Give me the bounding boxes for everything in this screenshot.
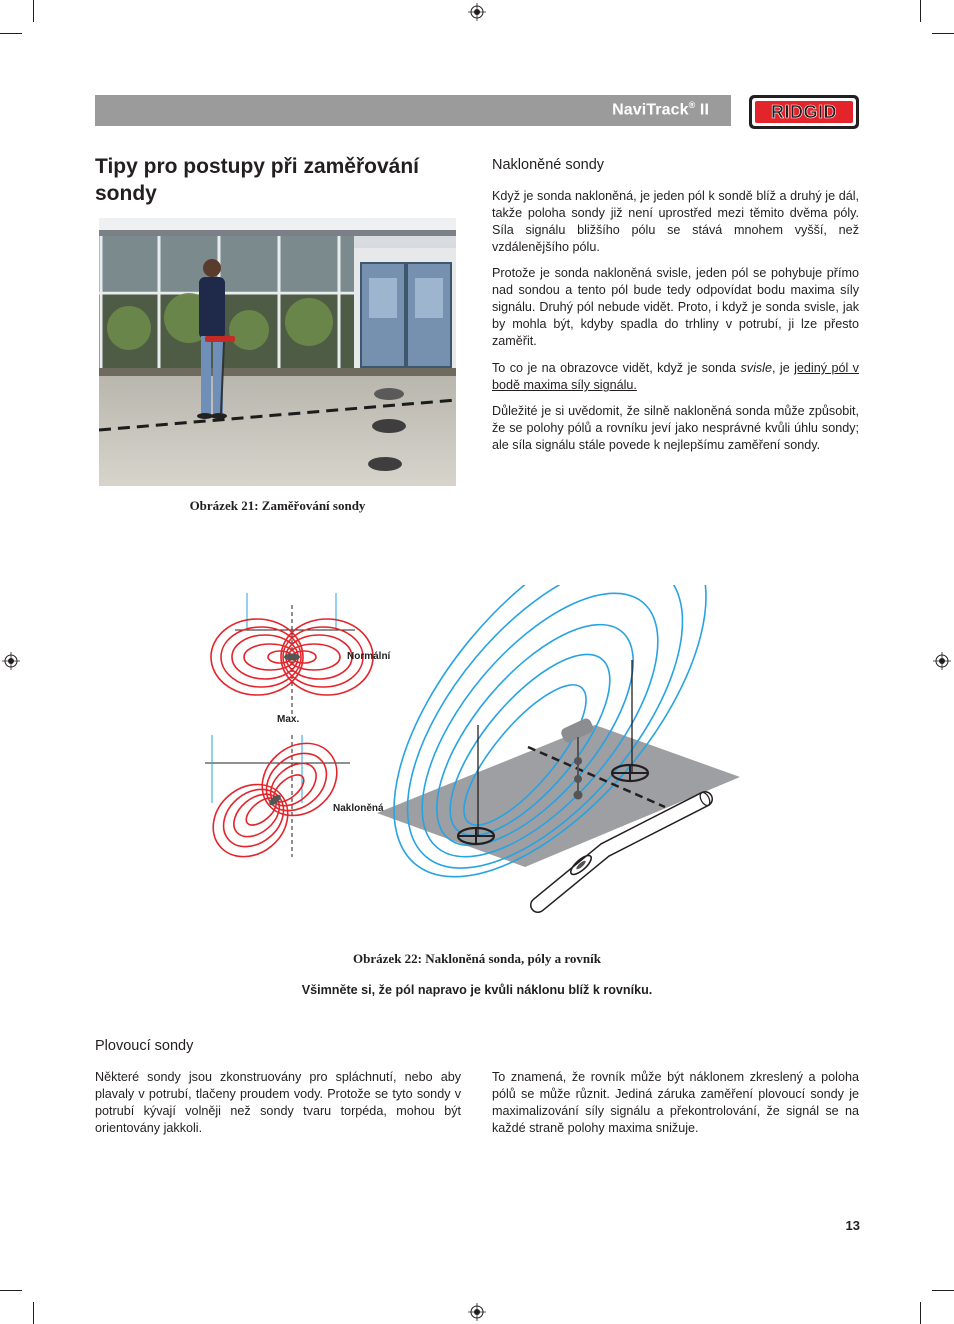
paragraph: To co je na obrazovce vidět, když je sonda svisle, je jediný pól v bodě maxima síly signálu. bbox=[492, 361, 859, 392]
paragraph: To znamená, že rovník může být náklonem zkreslený a poloha pólů se může různit. Jediná záruka zaměření plovoucí sondy je maximalizování síly signálu a překontrolování, že signál se na každé straně polohy maxima snižuje. bbox=[492, 1070, 859, 1135]
crop-mark bbox=[932, 1290, 954, 1291]
section-heading-tilted: Nakloněné sondy bbox=[492, 157, 605, 173]
crop-mark bbox=[920, 1302, 921, 1324]
label-normal: Normální bbox=[347, 651, 391, 662]
crop-mark bbox=[920, 0, 921, 22]
tilted-field-diagram bbox=[199, 728, 384, 871]
figure-21-caption: Obrázek 21: Zaměřování sondy bbox=[189, 498, 366, 513]
page-title: Tipy pro postupy při zaměřování sondy bbox=[95, 155, 420, 205]
crop-mark bbox=[0, 1290, 22, 1291]
paragraph: Některé sondy jsou zkonstruovány pro spláchnutí, nebo aby plavaly v potrubí, tlačeny proudem vody. Protože se tyto sondy v potrubí kývají volněji než sondy tvaru torpéda, mohou být orientovány jakkoli. bbox=[95, 1070, 461, 1135]
normal-field-diagram bbox=[211, 593, 392, 725]
crop-mark bbox=[932, 33, 954, 34]
registration-mark-icon bbox=[2, 652, 20, 670]
tilted-sonde-3d-scene bbox=[337, 585, 755, 925]
pole-marker-icon bbox=[458, 828, 494, 844]
crop-mark bbox=[0, 33, 22, 34]
page-number: 13 bbox=[845, 1218, 860, 1233]
equator-marker-icon bbox=[612, 765, 648, 781]
product-title: NaviTrack® II bbox=[612, 100, 709, 119]
paragraph: Důležité je si uvědomit, že silně nakloněná sonda může způsobit, že se polohy pólů a rovníku jeví jako nesprávné kvůli úhlu sondy; ale síla signálu stále povede k nejlepšímu zaměření sondy. bbox=[492, 404, 859, 452]
registration-mark-icon bbox=[933, 652, 951, 670]
ridgid-logo bbox=[749, 95, 859, 129]
paragraph: Když je sonda nakloněná, je jeden pól k sondě blíž a druhý je dál, takže poloha sondy již není uprostřed mezi těmito dvěma póly. Síla signálu bližšího pólu se stává mnohem vyšší, než vzdálenějšího pólu. bbox=[492, 189, 859, 254]
header-bar bbox=[95, 95, 731, 126]
label-max: Max. bbox=[277, 714, 300, 725]
figure-22-note: Všimněte si, že pól napravo je kvůli náklonu blíž k rovníku. bbox=[301, 983, 653, 997]
section-heading-floating: Plovoucí sondy bbox=[95, 1038, 194, 1054]
figure-22-caption: Obrázek 22: Nakloněná sonda, póly a rovník bbox=[353, 951, 601, 966]
crop-mark bbox=[33, 0, 34, 22]
logo-text: RIDGID bbox=[771, 102, 837, 122]
registration-mark-icon bbox=[468, 3, 486, 21]
tilted-sonde-diagram bbox=[195, 585, 755, 925]
label-tilted: Nakloněná bbox=[333, 803, 384, 814]
crop-mark bbox=[33, 1302, 34, 1324]
locating-photo bbox=[99, 218, 456, 486]
paragraph: Protože je sonda nakloněná svisle, jeden pól se pohybuje přímo nad sondou a tento pól bude tedy odpovídat bodu maxima síly signálu. Druhý pól nebude vidět. Proto, i když je sonda svisle, jak by mohla být, kdyby spadla do trhliny v potrubí, ji lze přesto zaměřit. bbox=[492, 266, 859, 348]
registration-mark-icon bbox=[468, 1303, 486, 1321]
